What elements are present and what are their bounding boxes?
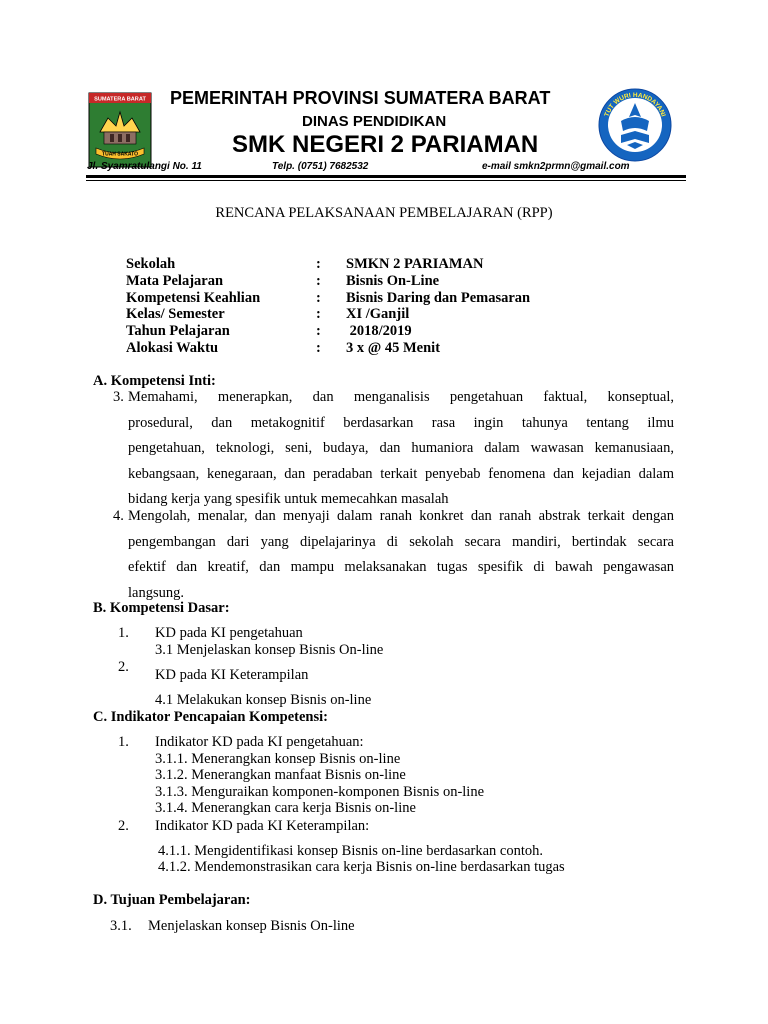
identity-label: Tahun Pelajaran bbox=[126, 323, 230, 339]
ki-item-text bbox=[128, 385, 674, 513]
paragraph-line: pengembangan dari yang dipelajarinya di sekolah secara mandiri, bertindak secara bbox=[128, 533, 674, 550]
section-b-heading: B. Kompetensi Dasar: bbox=[93, 600, 230, 616]
indicator-sub: 3.1.3. Menguraikan komponen-komponen Bisnis on-line bbox=[155, 784, 485, 800]
kd-item-title: KD pada KI Keterampilan bbox=[155, 667, 309, 683]
ki-item-number: 4. bbox=[113, 508, 124, 524]
paragraph-line: langsung. bbox=[128, 584, 184, 601]
identity-colon: : bbox=[316, 306, 321, 322]
indicator-title: Indikator KD pada KI pengetahuan: bbox=[155, 734, 364, 750]
identity-colon: : bbox=[316, 323, 321, 339]
indicator-sub: 3.1.1. Menerangkan konsep Bisnis on-line bbox=[155, 751, 401, 767]
indicator-number: 2. bbox=[118, 818, 129, 834]
identity-label: Sekolah bbox=[126, 256, 176, 272]
kd-item-number: 1. bbox=[118, 625, 129, 641]
paragraph-line: Mengolah, menalar, dan menyaji dalam ranah konkret dan ranah abstrak terkait dengan bbox=[128, 508, 674, 524]
letterhead-rule-thin bbox=[86, 180, 686, 181]
paragraph-line: pengetahuan, teknologi, seni, budaya, dan humaniora dalam wawasan kemanusiaan, bbox=[128, 440, 674, 456]
sumatera-barat-emblem bbox=[88, 92, 152, 168]
paragraph-line: kebangsaan, kenegaraan, dan peradaban terkait penyebab fenomena dan kejadian dalam bbox=[128, 465, 674, 482]
school-address: Jl. Syamratulangi No. 11 bbox=[87, 161, 202, 172]
indicator-title: Indikator KD pada KI Keterampilan: bbox=[155, 818, 370, 834]
school-phone: Telp. (0751) 7682532 bbox=[272, 161, 369, 172]
indicator-sub: 3.1.2. Menerangkan manfaat Bisnis on-line bbox=[155, 767, 406, 783]
identity-label: Kelas/ Semester bbox=[126, 306, 225, 322]
document-title: RENCANA PELAKSANAAN PEMBELAJARAN (RPP) bbox=[215, 205, 553, 221]
government-heading: PEMERINTAH PROVINSI SUMATERA BARAT bbox=[170, 88, 551, 108]
department-heading: DINAS PENDIDIKAN bbox=[302, 113, 447, 130]
section-a-heading: A. Kompetensi Inti: bbox=[93, 373, 216, 389]
school-email: e-mail smkn2prmn@gmail.com bbox=[482, 161, 630, 172]
identity-label: Mata Pelajaran bbox=[126, 273, 224, 289]
objective-number: 3.1. bbox=[110, 918, 132, 934]
identity-label: Alokasi Waktu bbox=[126, 340, 219, 356]
emblem-motto: TUAH SAKATO bbox=[102, 151, 138, 158]
logo-motto: TUT WURI HANDAYANI bbox=[603, 91, 667, 118]
identity-value: Bisnis Daring dan Pemasaran bbox=[346, 290, 531, 306]
letterhead-rule-thick bbox=[86, 175, 686, 178]
identity-value: XI /Ganjil bbox=[346, 306, 410, 322]
paragraph-line: prosedural, dan metakognitif berdasarkan rasa ingin tahunya tentang ilmu bbox=[128, 414, 674, 431]
identity-value: 3 x @ 45 Menit bbox=[346, 340, 441, 356]
ki-item-number: 3. bbox=[113, 389, 124, 405]
ki-item-text bbox=[128, 504, 674, 599]
identity-colon: : bbox=[316, 256, 321, 272]
identity-value: SMKN 2 PARIAMAN bbox=[346, 256, 484, 272]
identity-colon: : bbox=[316, 340, 321, 356]
indicator-sub: 4.1.2. Mendemonstrasikan cara kerja Bisnis on-line berdasarkan tugas bbox=[158, 859, 565, 875]
school-name: SMK NEGERI 2 PARIAMAN bbox=[232, 131, 539, 158]
identity-value: 2018/2019 bbox=[346, 323, 412, 339]
tut-wuri-handayani-logo bbox=[597, 87, 673, 163]
indicator-sub: 3.1.4. Menerangkan cara kerja Bisnis on-line bbox=[155, 800, 416, 816]
kd-item-title: KD pada KI pengetahuan bbox=[155, 625, 303, 641]
indicator-sub: 4.1.1. Mengidentifikasi konsep Bisnis on-line berdasarkan contoh. bbox=[158, 843, 543, 859]
objective-text: Menjelaskan konsep Bisnis On-line bbox=[148, 918, 355, 934]
section-c-heading: C. Indikator Pencapaian Kompetensi: bbox=[93, 709, 328, 725]
identity-colon: : bbox=[316, 290, 321, 306]
paragraph-line: bidang kerja yang spesifik untuk memecahkan masalah bbox=[128, 491, 449, 507]
identity-colon: : bbox=[316, 273, 321, 289]
identity-value: Bisnis On-Line bbox=[346, 273, 440, 289]
paragraph-line: Memahami, menerapkan, dan menganalisis pengetahuan faktual, konseptual, bbox=[128, 389, 674, 405]
kd-item-sub: 4.1 Melakukan konsep Bisnis on-line bbox=[155, 692, 372, 708]
emblem-top-text: SUMATERA BARAT bbox=[94, 96, 146, 103]
identity-label: Kompetensi Keahlian bbox=[126, 290, 261, 306]
paragraph-line: efektif dan kreatif, dan mampu melaksanakan tugas spesifik di bawah pengawasan bbox=[128, 559, 674, 575]
section-d-heading: D. Tujuan Pembelajaran: bbox=[93, 892, 251, 908]
indicator-number: 1. bbox=[118, 734, 129, 750]
kd-item-number: 2. bbox=[118, 659, 129, 675]
kd-item-sub: 3.1 Menjelaskan konsep Bisnis On-line bbox=[155, 642, 384, 658]
